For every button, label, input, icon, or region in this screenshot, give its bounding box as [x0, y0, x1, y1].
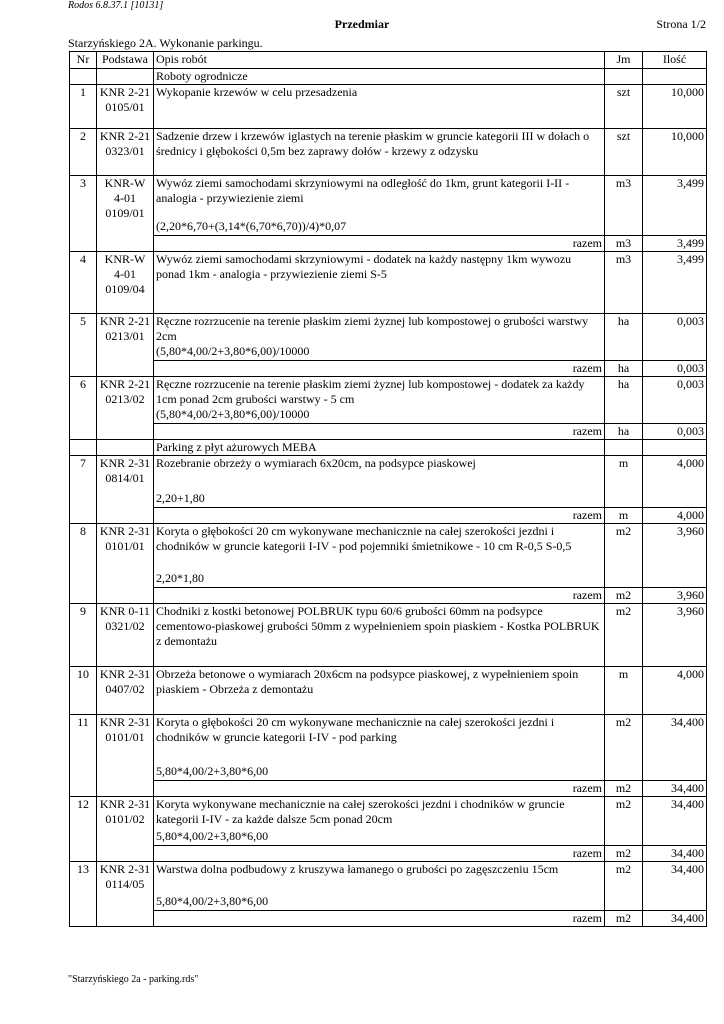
document-title: Przedmiar	[334, 17, 390, 31]
item-description: Koryta o głębokości 20 cm wykonywane mechanicznie na całej szerokości jezdni i chodników w gruncie kategorii I-IV - pod pojemniki śmietnikowe - 10 cm R-0,5 S-0,5	[156, 524, 572, 553]
section-ilosc-cell	[643, 69, 707, 85]
razem-quantity: 0,003	[643, 424, 707, 440]
razem-unit: m2	[605, 911, 643, 927]
razem-unit: m2	[605, 588, 643, 604]
item-unit: m2	[605, 862, 643, 911]
item-formula: (5,80*4,00/2+3,80*6,00)/10000	[156, 344, 310, 358]
item-quantity: 3,960	[643, 524, 707, 588]
table-row	[70, 667, 707, 715]
item-podstawa: KNR-W 4-01 0109/04	[97, 252, 154, 314]
przedmiar-table	[69, 51, 707, 927]
item-description: Ręczne rozrzucenie na terenie płaskim ziemi żyznej lub kompostowej - dodatek za każdy 1cm ponad 2cm grubości warstwy - 5 cm	[156, 377, 585, 406]
item-unit: m3	[605, 176, 643, 236]
table-row	[70, 252, 707, 314]
item-description-cell	[154, 85, 605, 129]
item-podstawa: KNR 0-11 0321/02	[97, 604, 154, 667]
item-podstawa: KNR-W 4-01 0109/01	[97, 176, 154, 252]
table-header-row	[70, 52, 707, 69]
item-formula: 5,80*4,00/2+3,80*6,00	[156, 764, 269, 778]
file-name-footer: "Starzyńskiego 2a - parking.rds"	[68, 974, 199, 985]
item-description: Koryta o głębokości 20 cm wykonywane mechanicznie na całej szerokości jezdni i chodników w gruncie kategorii I-IV - pod parking	[156, 715, 555, 744]
razem-label: razem	[154, 846, 605, 862]
item-description: Obrzeża betonowe o wymiarach 20x6cm na podsypce piaskowej, z wypełnieniem spoin piaskiem - Obrzeża z demontażu	[156, 667, 579, 696]
item-quantity: 4,000	[643, 667, 707, 715]
razem-unit: ha	[605, 424, 643, 440]
item-description: Koryta wykonywane mechanicznie na całej szerokości jezdni i chodników w gruncie kategorii I-IV - za każde dalsze 5cm ponad 20cm	[156, 797, 565, 826]
razem-quantity: 4,000	[643, 508, 707, 524]
item-unit: szt	[605, 129, 643, 176]
item-unit: m3	[605, 252, 643, 314]
razem-label: razem	[154, 781, 605, 797]
razem-row	[70, 361, 707, 377]
item-description-cell	[154, 129, 605, 176]
section-podstawa-cell	[97, 440, 154, 456]
item-description-cell	[154, 456, 605, 508]
item-podstawa: KNR 2-31 0114/05	[97, 862, 154, 927]
razem-row	[70, 588, 707, 604]
razem-quantity: 34,400	[643, 781, 707, 797]
item-quantity: 4,000	[643, 456, 707, 508]
item-quantity: 3,960	[643, 604, 707, 667]
item-description-cell	[154, 715, 605, 781]
item-number: 12	[70, 797, 97, 862]
razem-label: razem	[154, 424, 605, 440]
razem-row	[70, 781, 707, 797]
razem-row	[70, 846, 707, 862]
item-number: 7	[70, 456, 97, 524]
column-header-podstawa: Podstawa	[97, 52, 154, 69]
item-quantity: 10,000	[643, 85, 707, 129]
table-row	[70, 456, 707, 508]
item-formula: (2,20*6,70+(3,14*(6,70*6,70))/4)*0,07	[156, 219, 347, 233]
column-header-nr: Nr	[70, 52, 97, 69]
item-quantity: 10,000	[643, 129, 707, 176]
table-body	[70, 69, 707, 927]
item-podstawa: KNR 2-31 0101/02	[97, 797, 154, 862]
item-number: 6	[70, 377, 97, 440]
item-description-cell	[154, 176, 605, 236]
item-podstawa: KNR 2-31 0101/01	[97, 715, 154, 797]
section-podstawa-cell	[97, 69, 154, 85]
project-subtitle: Starzyńskiego 2A. Wykonanie parkingu.	[68, 36, 263, 50]
item-unit: ha	[605, 377, 643, 424]
table-row	[70, 176, 707, 236]
table-row	[70, 377, 707, 424]
section-nr-cell	[70, 69, 97, 85]
column-header-jm: Jm	[605, 52, 643, 69]
razem-quantity: 0,003	[643, 361, 707, 377]
razem-row	[70, 236, 707, 252]
item-unit: m2	[605, 715, 643, 781]
item-formula: 5,80*4,00/2+3,80*6,00	[156, 829, 269, 843]
item-quantity: 3,499	[643, 252, 707, 314]
item-description-cell	[154, 797, 605, 846]
item-number: 1	[70, 85, 97, 129]
razem-quantity: 34,400	[643, 846, 707, 862]
table-row	[70, 604, 707, 667]
program-version: Rodos 6.8.37.1 [10131]	[68, 0, 164, 11]
section-ilosc-cell	[643, 440, 707, 456]
table-row	[70, 715, 707, 781]
item-description-cell	[154, 314, 605, 361]
item-number: 11	[70, 715, 97, 797]
item-number: 9	[70, 604, 97, 667]
item-quantity: 0,003	[643, 314, 707, 361]
razem-label: razem	[154, 236, 605, 252]
item-description-cell	[154, 604, 605, 667]
page-number: Strona 1/2	[656, 17, 706, 31]
item-number: 8	[70, 524, 97, 604]
razem-unit: m2	[605, 781, 643, 797]
item-unit: m	[605, 667, 643, 715]
razem-label: razem	[154, 588, 605, 604]
item-description: Wykopanie krzewów w celu przesadzenia	[156, 85, 358, 99]
item-podstawa: KNR 2-21 0213/02	[97, 377, 154, 440]
razem-unit: ha	[605, 361, 643, 377]
item-podstawa: KNR 2-31 0814/01	[97, 456, 154, 524]
item-podstawa: KNR 2-31 0101/01	[97, 524, 154, 604]
item-description-cell	[154, 524, 605, 588]
item-unit: m2	[605, 604, 643, 667]
item-description: Warstwa dolna podbudowy z kruszywa łamanego o grubości po zagęszczeniu 15cm	[156, 862, 559, 876]
item-description: Sadzenie drzew i krzewów iglastych na terenie płaskim w gruncie kategorii III w dołach o średnicy i głębokości 0,5m bez zaprawy dołów - krzewy z odzysku	[156, 129, 590, 158]
item-description-cell	[154, 667, 605, 715]
table-row	[70, 797, 707, 846]
item-description: Rozebranie obrzeży o wymiarach 6x20cm, na podsypce piaskowej	[156, 456, 476, 470]
item-description: Chodniki z kostki betonowej POLBRUK typu 60/6 grubości 60mm na podsypce cementowo-piaskowej grubości 50mm z wypełnieniem spoin piaskiem - Kostka POLBRUK z demontażu	[156, 604, 600, 648]
item-description-cell	[154, 377, 605, 424]
item-formula: 2,20*1,80	[156, 571, 204, 585]
item-description: Wywóz ziemi samochodami skrzyniowymi - dodatek na każdy następny 1km wywozu ponad 1km - analogia - przywiezienie ziemi S-5	[156, 252, 572, 281]
item-number: 10	[70, 667, 97, 715]
item-quantity: 34,400	[643, 797, 707, 846]
section-row-roboty-ogrodnicze	[70, 69, 707, 85]
section-jm-cell	[605, 69, 643, 85]
item-quantity: 3,499	[643, 176, 707, 236]
razem-label: razem	[154, 911, 605, 927]
razem-quantity: 3,499	[643, 236, 707, 252]
section-nr-cell	[70, 440, 97, 456]
razem-label: razem	[154, 508, 605, 524]
razem-unit: m	[605, 508, 643, 524]
razem-row	[70, 508, 707, 524]
razem-unit: m2	[605, 846, 643, 862]
item-unit: szt	[605, 85, 643, 129]
razem-row	[70, 424, 707, 440]
item-podstawa: KNR 2-31 0407/02	[97, 667, 154, 715]
item-number: 4	[70, 252, 97, 314]
table-row	[70, 862, 707, 911]
item-number: 2	[70, 129, 97, 176]
column-header-ilosc: Ilość	[643, 52, 707, 69]
razem-unit: m3	[605, 236, 643, 252]
table-row	[70, 85, 707, 129]
table-row	[70, 314, 707, 361]
razem-row	[70, 911, 707, 927]
razem-quantity: 3,960	[643, 588, 707, 604]
item-podstawa: KNR 2-21 0213/01	[97, 314, 154, 377]
item-podstawa: KNR 2-21 0105/01	[97, 85, 154, 129]
table-row	[70, 129, 707, 176]
section-jm-cell	[605, 440, 643, 456]
item-unit: m2	[605, 524, 643, 588]
section-row-parking-meba	[70, 440, 707, 456]
item-description-cell	[154, 862, 605, 911]
section-title: Roboty ogrodnicze	[154, 69, 605, 85]
column-header-opis: Opis robót	[154, 52, 605, 69]
item-number: 3	[70, 176, 97, 252]
item-formula: 2,20+1,80	[156, 491, 205, 505]
item-description-cell	[154, 252, 605, 314]
item-number: 5	[70, 314, 97, 377]
item-description: Ręczne rozrzucenie na terenie płaskim ziemi żyznej lub kompostowej o grubości warstwy 2cm	[156, 314, 589, 343]
item-number: 13	[70, 862, 97, 927]
item-formula: 5,80*4,00/2+3,80*6,00	[156, 894, 269, 908]
item-description: Wywóz ziemi samochodami skrzyniowymi na odległość do 1km, grunt kategorii I-II - analogia - przywiezienie ziemi	[156, 176, 570, 205]
table-row	[70, 524, 707, 588]
item-quantity: 34,400	[643, 862, 707, 911]
item-unit: m2	[605, 797, 643, 846]
item-unit: m	[605, 456, 643, 508]
item-quantity: 0,003	[643, 377, 707, 424]
item-unit: ha	[605, 314, 643, 361]
razem-quantity: 34,400	[643, 911, 707, 927]
item-quantity: 34,400	[643, 715, 707, 781]
razem-label: razem	[154, 361, 605, 377]
item-podstawa: KNR 2-21 0323/01	[97, 129, 154, 176]
item-formula: (5,80*4,00/2+3,80*6,00)/10000	[156, 407, 310, 421]
section-title: Parking z płyt ażurowych MEBA	[154, 440, 605, 456]
